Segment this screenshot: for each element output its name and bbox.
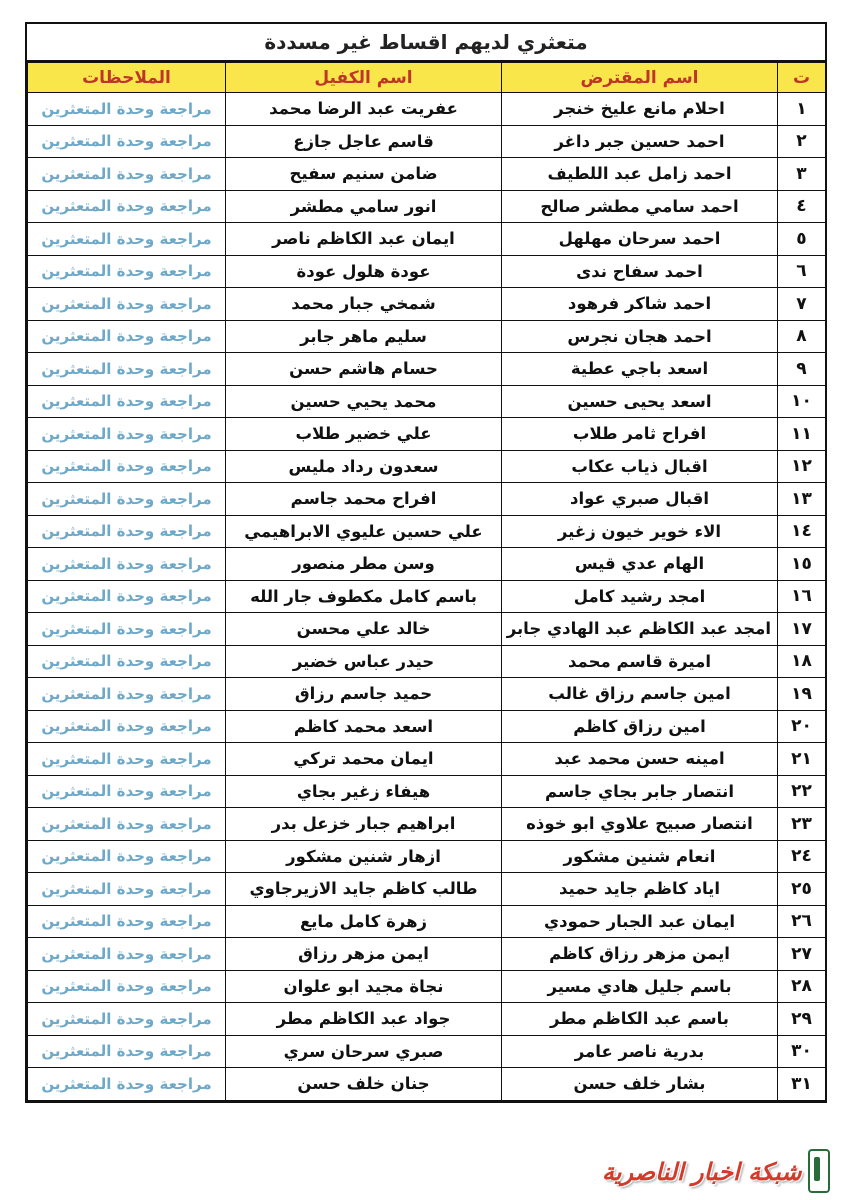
row-number: ٢٩ xyxy=(778,1003,826,1036)
row-number: ٢٤ xyxy=(778,840,826,873)
row-number: ١٩ xyxy=(778,678,826,711)
row-number: ٨ xyxy=(778,320,826,353)
row-number: ٣٠ xyxy=(778,1035,826,1068)
header-guarantor: اسم الكفيل xyxy=(226,63,502,93)
row-number: ٢٠ xyxy=(778,710,826,743)
row-note: مراجعة وحدة المتعثرين xyxy=(28,840,226,873)
row-number: ٢١ xyxy=(778,743,826,776)
row-note: مراجعة وحدة المتعثرين xyxy=(28,1068,226,1101)
guarantor-name: انور سامي مطشر xyxy=(226,190,502,223)
row-number: ١٥ xyxy=(778,548,826,581)
row-note: مراجعة وحدة المتعثرين xyxy=(28,970,226,1003)
row-number: ١٦ xyxy=(778,580,826,613)
table-row xyxy=(28,353,826,386)
guarantor-name: علي حسين عليوي الابراهيمي xyxy=(226,515,502,548)
row-number: ١ xyxy=(778,93,826,126)
table-row xyxy=(28,970,826,1003)
borrower-name: احمد سرحان مهلهل xyxy=(502,223,778,256)
header-notes: الملاحظات xyxy=(28,63,226,93)
guarantor-name: حميد جاسم رزاق xyxy=(226,678,502,711)
guarantor-name: شمخي جبار محمد xyxy=(226,288,502,321)
row-note: مراجعة وحدة المتعثرين xyxy=(28,288,226,321)
defaulters-table xyxy=(27,62,826,1101)
row-number: ٢٦ xyxy=(778,905,826,938)
row-number: ٣١ xyxy=(778,1068,826,1101)
borrower-name: احمد سامي مطشر صالح xyxy=(502,190,778,223)
table-row xyxy=(28,710,826,743)
row-note: مراجعة وحدة المتعثرين xyxy=(28,1003,226,1036)
guarantor-name: جنان خلف حسن xyxy=(226,1068,502,1101)
table-row xyxy=(28,775,826,808)
borrower-name: اسعد يحيى حسين xyxy=(502,385,778,418)
row-number: ٧ xyxy=(778,288,826,321)
table-row xyxy=(28,190,826,223)
row-number: ٣ xyxy=(778,158,826,191)
guarantor-name: ابراهيم جبار خزعل بدر xyxy=(226,808,502,841)
table-row xyxy=(28,450,826,483)
row-note: مراجعة وحدة المتعثرين xyxy=(28,385,226,418)
guarantor-name: اسعد محمد كاظم xyxy=(226,710,502,743)
borrower-name: احمد شاكر فرهود xyxy=(502,288,778,321)
table-row xyxy=(28,1035,826,1068)
row-note: مراجعة وحدة المتعثرين xyxy=(28,418,226,451)
table-row xyxy=(28,840,826,873)
borrower-name: ايمان عبد الجبار حمودي xyxy=(502,905,778,938)
row-number: ١٨ xyxy=(778,645,826,678)
row-note: مراجعة وحدة المتعثرين xyxy=(28,580,226,613)
guarantor-name: صبري سرحان سري xyxy=(226,1035,502,1068)
row-note: مراجعة وحدة المتعثرين xyxy=(28,1035,226,1068)
row-note: مراجعة وحدة المتعثرين xyxy=(28,190,226,223)
table-row xyxy=(28,1068,826,1101)
table-row xyxy=(28,223,826,256)
minaret-logo-icon xyxy=(808,1149,830,1193)
row-note: مراجعة وحدة المتعثرين xyxy=(28,483,226,516)
row-note: مراجعة وحدة المتعثرين xyxy=(28,515,226,548)
guarantor-name: ايمان عبد الكاظم ناصر xyxy=(226,223,502,256)
table-row xyxy=(28,125,826,158)
guarantor-name: ايمن مزهر رزاق xyxy=(226,938,502,971)
row-note: مراجعة وحدة المتعثرين xyxy=(28,775,226,808)
borrower-name: بدرية ناصر عامر xyxy=(502,1035,778,1068)
borrower-name: انتصار جابر بجاي جاسم xyxy=(502,775,778,808)
guarantor-name: سعدون رداد مليس xyxy=(226,450,502,483)
table-row xyxy=(28,288,826,321)
row-note: مراجعة وحدة المتعثرين xyxy=(28,808,226,841)
table-row xyxy=(28,548,826,581)
table-row xyxy=(28,515,826,548)
row-number: ٢٥ xyxy=(778,873,826,906)
table-row xyxy=(28,418,826,451)
table-row xyxy=(28,483,826,516)
guarantor-name: حسام هاشم حسن xyxy=(226,353,502,386)
row-number: ٢٣ xyxy=(778,808,826,841)
borrower-name: احمد سفاح ندى xyxy=(502,255,778,288)
table-row xyxy=(28,743,826,776)
table-row xyxy=(28,158,826,191)
borrower-name: افراح ثامر طلاب xyxy=(502,418,778,451)
guarantor-name: ايمان محمد تركي xyxy=(226,743,502,776)
guarantor-name: قاسم عاجل جازع xyxy=(226,125,502,158)
row-note: مراجعة وحدة المتعثرين xyxy=(28,93,226,126)
row-note: مراجعة وحدة المتعثرين xyxy=(28,255,226,288)
borrower-name: امين رزاق كاظم xyxy=(502,710,778,743)
borrower-name: باسم جليل هادي مسير xyxy=(502,970,778,1003)
row-number: ٢٨ xyxy=(778,970,826,1003)
guarantor-name: عودة هلول عودة xyxy=(226,255,502,288)
table-row xyxy=(28,93,826,126)
borrower-name: امجد رشيد كامل xyxy=(502,580,778,613)
table-row xyxy=(28,873,826,906)
row-number: ٤ xyxy=(778,190,826,223)
watermark-logo xyxy=(602,1146,838,1196)
row-note: مراجعة وحدة المتعثرين xyxy=(28,938,226,971)
guarantor-name: زهرة كامل مايع xyxy=(226,905,502,938)
table-row xyxy=(28,255,826,288)
row-note: مراجعة وحدة المتعثرين xyxy=(28,353,226,386)
row-number: ٢٢ xyxy=(778,775,826,808)
guarantor-name: عفريت عبد الرضا محمد xyxy=(226,93,502,126)
table-row xyxy=(28,645,826,678)
guarantor-name: جواد عبد الكاظم مطر xyxy=(226,1003,502,1036)
borrower-name: اقبال صبري عواد xyxy=(502,483,778,516)
guarantor-name: هيفاء زغير بجاي xyxy=(226,775,502,808)
borrower-name: بشار خلف حسن xyxy=(502,1068,778,1101)
guarantor-name: سليم ماهر جابر xyxy=(226,320,502,353)
row-note: مراجعة وحدة المتعثرين xyxy=(28,743,226,776)
guarantor-name: ضامن سنيم سفيح xyxy=(226,158,502,191)
borrower-name: الاء خوير خيون زغير xyxy=(502,515,778,548)
row-note: مراجعة وحدة المتعثرين xyxy=(28,450,226,483)
table-row xyxy=(28,580,826,613)
table-row xyxy=(28,678,826,711)
row-note: مراجعة وحدة المتعثرين xyxy=(28,613,226,646)
borrower-name: احلام مانع عليخ خنجر xyxy=(502,93,778,126)
row-number: ٥ xyxy=(778,223,826,256)
row-note: مراجعة وحدة المتعثرين xyxy=(28,645,226,678)
borrower-name: اميرة قاسم محمد xyxy=(502,645,778,678)
guarantor-name: باسم كامل مكطوف جار الله xyxy=(226,580,502,613)
table-header-row xyxy=(28,63,826,93)
borrower-name: ايمن مزهر رزاق كاظم xyxy=(502,938,778,971)
borrower-name: اياد كاظم جايد حميد xyxy=(502,873,778,906)
borrower-name: امينه حسن محمد عبد xyxy=(502,743,778,776)
table-row xyxy=(28,905,826,938)
borrower-name: انعام شنين مشكور xyxy=(502,840,778,873)
borrower-name: احمد حسين جبر داغر xyxy=(502,125,778,158)
row-number: ١٠ xyxy=(778,385,826,418)
header-borrower: اسم المقترض xyxy=(502,63,778,93)
row-note: مراجعة وحدة المتعثرين xyxy=(28,320,226,353)
row-number: ١٤ xyxy=(778,515,826,548)
borrower-name: باسم عبد الكاظم مطر xyxy=(502,1003,778,1036)
row-note: مراجعة وحدة المتعثرين xyxy=(28,678,226,711)
table-row xyxy=(28,1003,826,1036)
borrower-name: احمد زامل عبد اللطيف xyxy=(502,158,778,191)
watermark-text: شبكة اخبار الناصرية xyxy=(602,1156,802,1186)
row-number: ٢ xyxy=(778,125,826,158)
borrower-name: امجد عبد الكاظم عبد الهادي جابر xyxy=(502,613,778,646)
header-num: ت xyxy=(778,63,826,93)
borrower-name: الهام عدي قيس xyxy=(502,548,778,581)
row-number: ٩ xyxy=(778,353,826,386)
guarantor-name: خالد علي محسن xyxy=(226,613,502,646)
guarantor-name: نجاة مجيد ابو علوان xyxy=(226,970,502,1003)
row-number: ٦ xyxy=(778,255,826,288)
table-row xyxy=(28,613,826,646)
row-note: مراجعة وحدة المتعثرين xyxy=(28,223,226,256)
row-number: ١٧ xyxy=(778,613,826,646)
table-row xyxy=(28,808,826,841)
table-row xyxy=(28,320,826,353)
borrower-name: اقبال ذياب عكاب xyxy=(502,450,778,483)
row-number: ١٣ xyxy=(778,483,826,516)
row-number: ١١ xyxy=(778,418,826,451)
guarantor-name: افراح محمد جاسم xyxy=(226,483,502,516)
borrower-name: احمد هجان نجرس xyxy=(502,320,778,353)
page-title: متعثري لديهم اقساط غير مسددة xyxy=(27,24,825,62)
row-note: مراجعة وحدة المتعثرين xyxy=(28,873,226,906)
guarantor-name: حيدر عباس خضير xyxy=(226,645,502,678)
guarantor-name: وسن مطر منصور xyxy=(226,548,502,581)
table-row xyxy=(28,385,826,418)
table-body xyxy=(28,93,826,1101)
borrower-name: انتصار صبيح علاوي ابو خوذه xyxy=(502,808,778,841)
guarantor-name: محمد يحيي حسين xyxy=(226,385,502,418)
guarantor-name: علي خضير طلاب xyxy=(226,418,502,451)
borrower-name: امين جاسم رزاق غالب xyxy=(502,678,778,711)
guarantor-name: طالب كاظم جايد الازيرجاوي xyxy=(226,873,502,906)
borrower-name: اسعد باجي عطية xyxy=(502,353,778,386)
row-note: مراجعة وحدة المتعثرين xyxy=(28,548,226,581)
table-row xyxy=(28,938,826,971)
row-note: مراجعة وحدة المتعثرين xyxy=(28,158,226,191)
row-number: ٢٧ xyxy=(778,938,826,971)
defaulters-sheet xyxy=(25,22,827,1103)
guarantor-name: ازهار شنين مشكور xyxy=(226,840,502,873)
row-note: مراجعة وحدة المتعثرين xyxy=(28,710,226,743)
row-number: ١٢ xyxy=(778,450,826,483)
row-note: مراجعة وحدة المتعثرين xyxy=(28,905,226,938)
row-note: مراجعة وحدة المتعثرين xyxy=(28,125,226,158)
